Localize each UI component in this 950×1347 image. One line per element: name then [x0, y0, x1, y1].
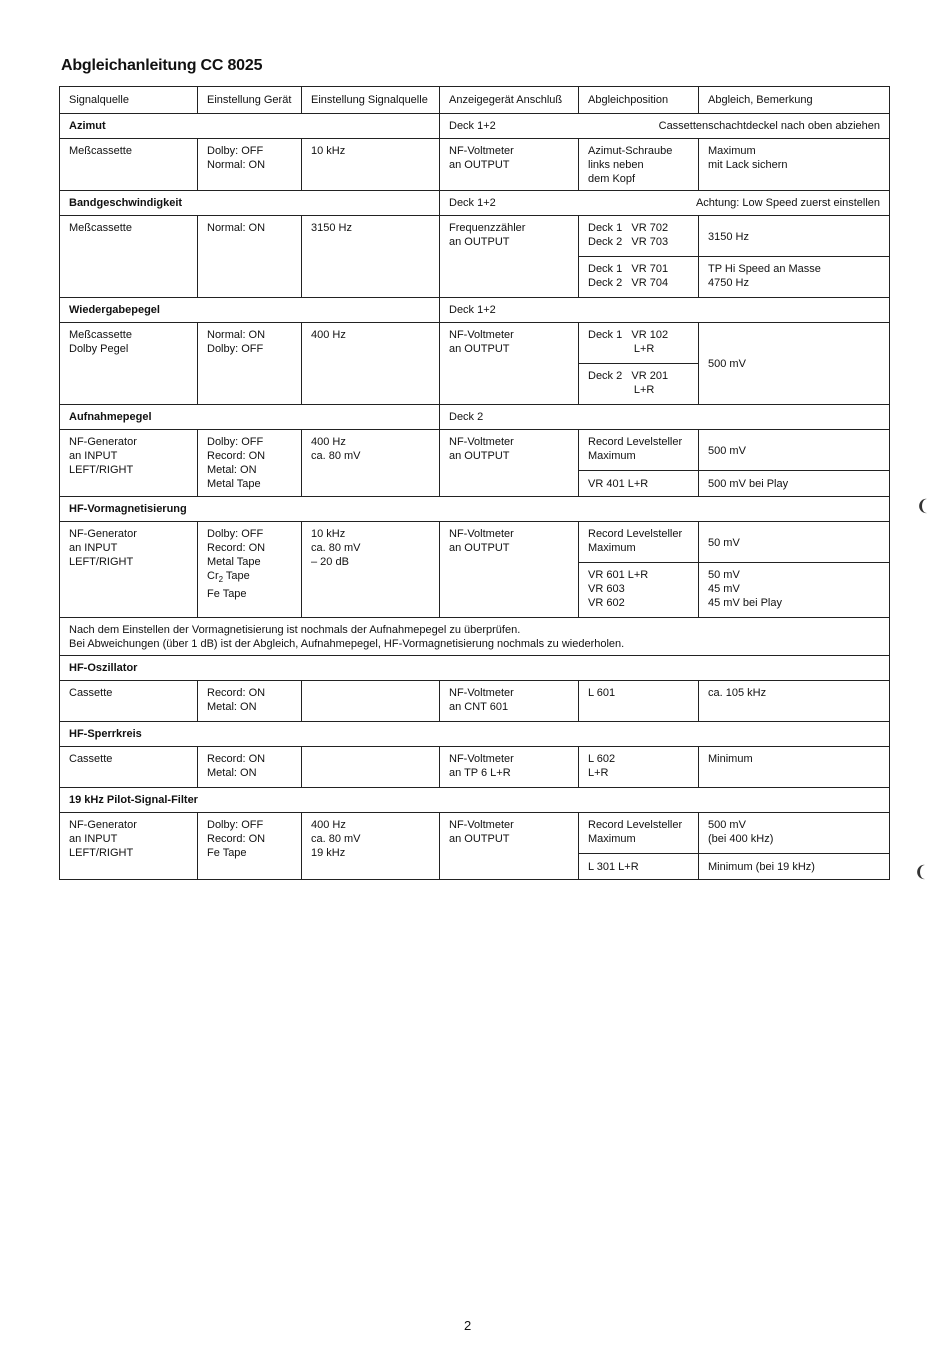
table-row [60, 323, 890, 364]
cell-meter: NF-Voltmeter an TP 6 L+R [440, 747, 579, 788]
note-text: Nach dem Einstellen der Vormagnetisierung ist nochmals der Aufnahmepegel zu überprüfen. Bei Abweichungen (über 1 dB) ist der Abgleich, Aufnahmepegel, HF-Vormagnetisierung nochmals zu wiederholen. [60, 618, 890, 656]
section-deck: Deck 1+2 [440, 298, 890, 323]
cell-remark: 500 mV [699, 430, 890, 471]
cell-signal: 10 kHz ca. 80 mV – 20 dB [302, 522, 440, 618]
cell-position: Deck 1 VR 701 Deck 2 VR 704 [579, 257, 699, 298]
table-row [60, 522, 890, 563]
cell-source: Meßcassette [60, 216, 198, 298]
cell-remark: 3150 Hz [699, 216, 890, 257]
cell-device: Normal: ON [198, 216, 302, 298]
cell-remark: Minimum (bei 19 kHz) [699, 854, 890, 880]
table-row [60, 681, 890, 722]
cell-device: Dolby: OFF Normal: ON [198, 139, 302, 191]
table-header-row [60, 87, 890, 114]
section-title: HF-Sperrkreis [69, 728, 142, 740]
cell-source: Meßcassette [60, 139, 198, 191]
device-line: Dolby: OFF [207, 528, 264, 540]
table-row [60, 139, 890, 191]
cell-remark: TP Hi Speed an Masse 4750 Hz [699, 257, 890, 298]
section-title: Wiedergabepegel [69, 304, 160, 316]
cr2-subscript: 2 [218, 575, 224, 585]
cell-device: Normal: ON Dolby: OFF [198, 323, 302, 405]
cell-remark: 500 mV bei Play [699, 471, 890, 497]
page-title: Abgleichanleitung CC 8025 [61, 57, 263, 74]
table-row [60, 747, 890, 788]
cell-meter: NF-Voltmeter an OUTPUT [440, 813, 579, 880]
cr2-suffix: Tape [223, 570, 250, 582]
header-adjust-position: Abgleichposition [579, 87, 699, 114]
cell-source: NF-Generator an INPUT LEFT/RIGHT [60, 813, 198, 880]
cell-remark: ca. 105 kHz [699, 681, 890, 722]
cell-remark: 500 mV [699, 323, 890, 405]
cell-signal: 400 Hz ca. 80 mV [302, 430, 440, 497]
cell-position: Deck 1 VR 702 Deck 2 VR 703 [579, 216, 699, 257]
cell-device: Record: ON Metal: ON [198, 747, 302, 788]
cell-remark: 50 mV [699, 522, 890, 563]
cell-remark: 50 mV 45 mV 45 mV bei Play [699, 563, 890, 618]
alignment-table [59, 86, 890, 880]
section-row-bandgeschwindigkeit [60, 191, 890, 216]
cell-device: Record: ON Metal: ON [198, 681, 302, 722]
cell-position: VR 401 L+R [579, 471, 699, 497]
cell-position: Record Levelsteller Maximum [579, 522, 699, 563]
cell-position: L 601 [579, 681, 699, 722]
cell-device: Dolby: OFF Record: ON Metal: ON Metal Tape [198, 430, 302, 497]
section-deck: Deck 2 [440, 405, 890, 430]
cell-position: L 602 L+R [579, 747, 699, 788]
section-title: Azimut [69, 120, 106, 132]
cell-source: Meßcassette Dolby Pegel [60, 323, 198, 405]
cell-signal [302, 747, 440, 788]
section-row-aufnahmepegel [60, 405, 890, 430]
cell-meter: NF-Voltmeter an CNT 601 [440, 681, 579, 722]
cell-remark: Maximum mit Lack sichern [699, 139, 890, 191]
section-row-hf-sperrkreis [60, 722, 890, 747]
table-row [60, 216, 890, 257]
cell-signal: 10 kHz [302, 139, 440, 191]
cell-meter: NF-Voltmeter an OUTPUT [440, 139, 579, 191]
header-device-setting: Einstellung Gerät [198, 87, 302, 114]
table-row [60, 430, 890, 471]
device-line-cr2 [207, 569, 292, 587]
cell-position: Record Levelsteller Maximum [579, 813, 699, 854]
header-source-setting: Einstellung Signalquelle [302, 87, 440, 114]
section-title: Bandgeschwindigkeit [69, 197, 183, 209]
cell-position: VR 601 L+R VR 603 VR 602 [579, 563, 699, 618]
section-row-hf-oszillator [60, 656, 890, 681]
cell-meter: Frequenzzähler an OUTPUT [440, 216, 579, 298]
cell-source: NF-Generator an INPUT LEFT/RIGHT [60, 430, 198, 497]
cell-position: L 301 L+R [579, 854, 699, 880]
scan-mark: ❨ [916, 498, 930, 515]
device-line: Metal Tape [207, 556, 261, 568]
section-note: Cassettenschachtdeckel nach oben abziehen [658, 120, 880, 132]
section-row-wiedergabepegel [60, 298, 890, 323]
cell-remark: 500 mV (bei 400 kHz) [699, 813, 890, 854]
cell-source: NF-Generator an INPUT LEFT/RIGHT [60, 522, 198, 618]
cell-signal [302, 681, 440, 722]
header-adjust-remark: Abgleich, Bemerkung [699, 87, 890, 114]
device-line: Fe Tape [207, 588, 247, 601]
device-line: Record: ON [207, 542, 266, 554]
cell-meter: NF-Voltmeter an OUTPUT [440, 430, 579, 497]
cell-device: Dolby: OFF Record: ON Fe Tape [198, 813, 302, 880]
cell-signal: 400 Hz ca. 80 mV 19 kHz [302, 813, 440, 880]
cell-signal: 400 Hz [302, 323, 440, 405]
cell-meter: NF-Voltmeter an OUTPUT [440, 522, 579, 618]
cell-source: Cassette [60, 747, 198, 788]
cell-position: Deck 1 VR 102 L+R [579, 323, 699, 364]
cell-signal: 3150 Hz [302, 216, 440, 298]
section-deck: Deck 1+2 [449, 120, 496, 132]
header-signal-source: Signalquelle [60, 87, 198, 114]
page-number: 2 [464, 1318, 472, 1333]
cell-position: Deck 2 VR 201 L+R [579, 364, 699, 405]
section-row-azimut [60, 114, 890, 139]
cell-device [198, 522, 302, 618]
header-meter-connection: Anzeigegerät Anschluß [440, 87, 579, 114]
scan-mark: ❨ [914, 864, 928, 881]
cell-position: Azimut-Schraube links neben dem Kopf [579, 139, 699, 191]
section-title: Aufnahmepegel [69, 411, 152, 423]
section-row-pilot-filter [60, 788, 890, 813]
section-note: Achtung: Low Speed zuerst einstellen [695, 197, 880, 209]
cell-position: Record Levelsteller Maximum [579, 430, 699, 471]
section-deck: Deck 1+2 [449, 197, 496, 209]
section-title: HF-Vormagnetisierung [69, 503, 187, 515]
note-row [60, 618, 890, 656]
section-title: 19 kHz Pilot-Signal-Filter [69, 794, 198, 806]
cell-remark: Minimum [699, 747, 890, 788]
cr2-prefix: Cr [207, 570, 219, 582]
section-row-hf-vormagnetisierung [60, 497, 890, 522]
table-row [60, 813, 890, 854]
cell-source: Cassette [60, 681, 198, 722]
cell-meter: NF-Voltmeter an OUTPUT [440, 323, 579, 405]
section-title: HF-Oszillator [69, 662, 138, 674]
